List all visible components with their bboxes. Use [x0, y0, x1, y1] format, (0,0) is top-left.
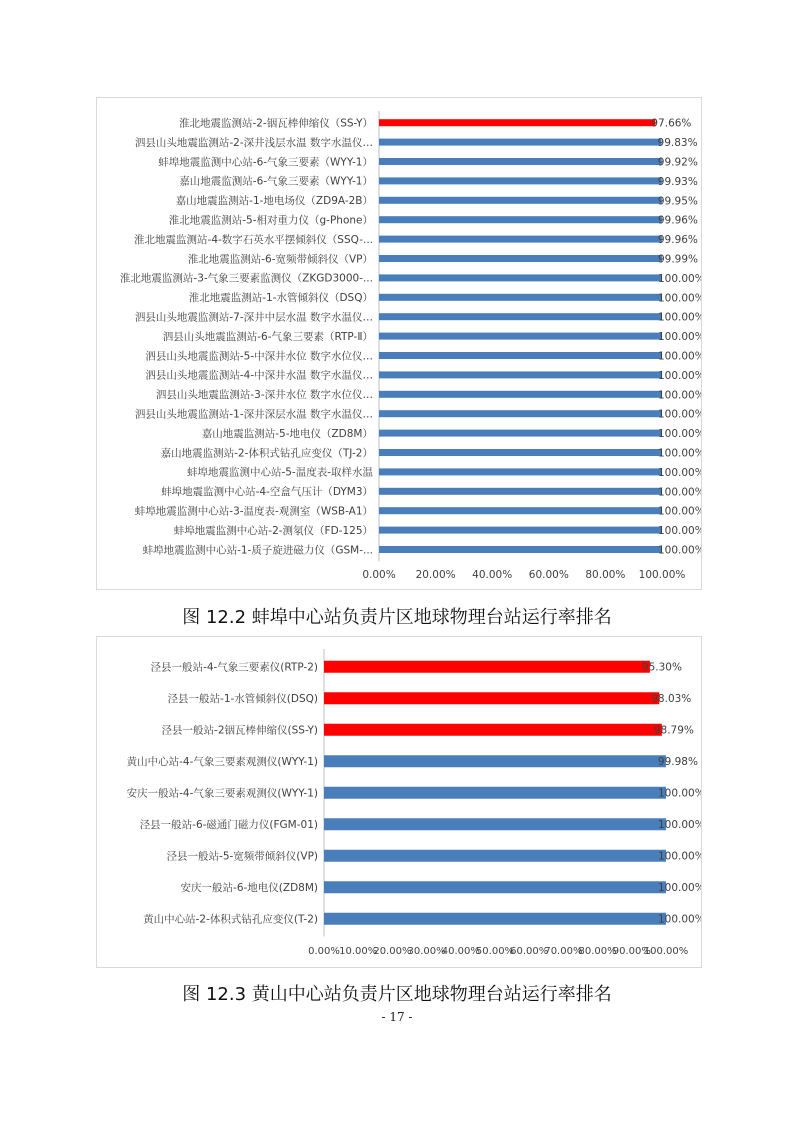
- data-labels: [651, 118, 701, 557]
- data-label: 99.96%: [657, 234, 698, 247]
- chart-1-svg: [97, 98, 701, 589]
- category-label: 泗县山头地震监测站-1-深井深层水温 数字水温仪…: [134, 408, 373, 421]
- bar: [379, 507, 662, 514]
- bar: [379, 177, 662, 184]
- data-label: 100.00%: [658, 369, 701, 382]
- data-label: 99.96%: [657, 214, 698, 227]
- x-tick-label: 100.00%: [643, 946, 689, 957]
- category-label: 泾县一般站-4-气象三要素仪(RTP-2): [150, 661, 318, 674]
- x-tick-label: 10.00%: [339, 946, 378, 957]
- data-label: 100.00%: [658, 428, 701, 441]
- category-label: 蚌埠地震监测中心站-4-空盒气压计（DYM3）: [161, 486, 373, 499]
- category-label: 淮北地震监测站-5-相对重力仪（g-Phone）: [168, 214, 373, 227]
- bar: [379, 197, 662, 204]
- category-label: 泾县一般站-6-磁通门磁力仪(FGM-01): [139, 819, 318, 832]
- data-label: 99.93%: [657, 175, 698, 188]
- bar: [379, 139, 662, 146]
- bar: [379, 236, 662, 243]
- category-label: 淮北地震监测站-1-水管倾斜仪（DSQ）: [188, 292, 373, 305]
- bar: [379, 255, 662, 262]
- category-label: 泾县一般站-2铟瓦棒伸缩仪(SS-Y): [161, 724, 318, 737]
- x-tick-label: 60.00%: [510, 946, 549, 957]
- bar: [379, 391, 662, 398]
- category-label: 嘉山地震监测站-1-地电场仪（ZD9A-2B）: [175, 195, 373, 208]
- category-label: 蚌埠地震监测中心站-5-温度表-取样水温: [186, 466, 373, 479]
- page-number: - 17 -: [381, 1010, 413, 1024]
- data-label: 98.03%: [651, 693, 692, 706]
- bar: [379, 294, 662, 301]
- data-label: 100.00%: [658, 819, 701, 832]
- data-label: 95.30%: [641, 661, 682, 674]
- category-label: 淮北地震监测站-4-数字石英水平摆倾斜仪（SSQ-...: [134, 233, 373, 246]
- bar: [379, 333, 662, 340]
- bar: [379, 313, 662, 320]
- figure-12-2-caption: 图 12.2 蚌埠中心站负责片区地球物理台站运行率排名: [182, 607, 612, 628]
- data-label: 99.83%: [657, 137, 698, 150]
- category-label: 蚌埠地震监测中心站-6-气象三要素（WYY-1）: [158, 156, 373, 169]
- bar: [379, 488, 662, 495]
- chart-2-svg: [97, 637, 701, 967]
- bar: [379, 216, 662, 223]
- data-label: 100.00%: [658, 787, 701, 800]
- category-label: 泗县山头地震监测站-3-深井水位 数字水位仪…: [155, 389, 373, 402]
- x-tick-label: 80.00%: [578, 946, 617, 957]
- category-label: 泗县山头地震监测站-5-中深井水位 数字水位仪…: [145, 350, 373, 363]
- data-label: 100.00%: [658, 544, 701, 557]
- x-tick-label: 60.00%: [528, 569, 569, 581]
- data-label: 100.00%: [658, 850, 701, 863]
- bar: [379, 352, 662, 359]
- category-label: 黄山中心站-4-气象三要素观测仪(WYY-1): [126, 756, 318, 769]
- category-label: 嘉山地震监测站-5-地电仪（ZD8M）: [201, 427, 373, 440]
- bar: [379, 410, 662, 417]
- x-tick-label: 40.00%: [441, 946, 480, 957]
- data-label: 99.92%: [657, 156, 698, 169]
- x-tick-label: 0.00%: [362, 569, 396, 581]
- x-tick-label: 30.00%: [407, 946, 446, 957]
- bar: [324, 850, 666, 862]
- data-label: 99.98%: [657, 756, 698, 769]
- bar: [324, 692, 659, 704]
- bar: [324, 881, 666, 893]
- bar: [379, 546, 662, 553]
- data-label: 100.00%: [658, 292, 701, 305]
- figure-12-3-caption: 图 12.3 黄山中心站负责片区地球物理台站运行率排名: [182, 984, 612, 1005]
- chart-2-frame: [96, 636, 702, 968]
- x-tick-label: 90.00%: [612, 946, 651, 957]
- bar: [379, 371, 662, 378]
- data-label: 100.00%: [658, 311, 701, 324]
- category-label: 蚌埠地震监测中心站-1-质子旋进磁力仪（GSM-...: [142, 544, 373, 557]
- x-tick-label: 0.00%: [308, 946, 340, 957]
- data-label: 100.00%: [658, 350, 701, 363]
- category-axis: [127, 649, 324, 937]
- bar: [324, 913, 666, 925]
- category-label: 泾县一般站-1-水管倾斜仪(DSQ): [167, 693, 318, 706]
- data-label: 99.95%: [657, 195, 698, 208]
- x-tick-label: 80.00%: [585, 569, 626, 581]
- category-label: 黄山中心站-2-体积式钻孔应变仪(T-2): [143, 913, 318, 926]
- data-label: 100.00%: [658, 408, 701, 421]
- x-tick-label: 40.00%: [472, 569, 513, 581]
- category-label: 嘉山地震监测站-6-气象三要素（WYY-1）: [179, 175, 373, 188]
- bar: [324, 755, 666, 767]
- bar: [379, 527, 662, 534]
- value-axis: [308, 946, 688, 957]
- data-label: 100.00%: [658, 882, 701, 895]
- category-label: 安庆一般站-4-气象三要素观测仪(WYY-1): [126, 787, 318, 800]
- data-label: 100.00%: [658, 486, 701, 499]
- data-label: 100.00%: [658, 913, 701, 926]
- data-label: 100.00%: [658, 331, 701, 344]
- category-label: 蚌埠地震监测中心站-2-测氡仪（FD-125）: [173, 524, 373, 537]
- data-label: 98.79%: [653, 724, 694, 737]
- data-label: 100.00%: [658, 447, 701, 460]
- x-tick-label: 20.00%: [373, 946, 412, 957]
- data-label: 99.99%: [657, 253, 699, 266]
- value-axis: [362, 569, 685, 581]
- bar: [324, 787, 666, 799]
- bar: [379, 274, 662, 281]
- category-label: 泗县山头地震监测站-2-深井浅层水温 数字水温仪…: [134, 136, 373, 149]
- category-label: 泗县山头地震监测站-4-中深井水温 数字水温仪…: [145, 369, 373, 382]
- chart-1-frame: [96, 97, 702, 590]
- category-label: 淮北地震监测站-2-铟瓦棒伸缩仪（SS-Y）: [178, 117, 373, 130]
- bar: [379, 430, 662, 437]
- category-axis: [120, 111, 379, 561]
- bar: [379, 158, 662, 165]
- category-label: 淮北地震监测站-6-宽频带倾斜仪（VP）: [187, 253, 373, 266]
- category-label: 嘉山地震监测站-2-体积式钻孔应变仪（TJ-2）: [160, 447, 373, 460]
- x-tick-label: 100.00%: [638, 569, 686, 581]
- data-label: 100.00%: [658, 466, 701, 479]
- category-label: 淮北地震监测站-3-气象三要素监测仪（ZKGD3000-...: [119, 272, 373, 285]
- category-label: 泗县山头地震监测站-7-深井中层水温 数字水温仪…: [134, 311, 373, 324]
- category-label: 泗县山头地震监测站-6-气象三要素（RTP-Ⅱ）: [162, 330, 373, 343]
- data-label: 100.00%: [658, 389, 701, 402]
- bar-series: [324, 661, 666, 925]
- x-tick-label: 50.00%: [475, 946, 515, 957]
- bar: [379, 468, 662, 475]
- x-tick-label: 20.00%: [415, 569, 456, 581]
- bar: [379, 449, 662, 456]
- data-label: 100.00%: [658, 525, 701, 538]
- category-label: 泾县一般站-5-宽频带倾斜仪(VP): [166, 850, 318, 863]
- bar: [324, 818, 666, 830]
- category-label: 蚌埠地震监测中心站-3-温度表-观测室（WSB-A1）: [134, 505, 373, 518]
- bar: [324, 661, 650, 673]
- data-label: 97.66%: [651, 117, 692, 130]
- data-label: 100.00%: [658, 272, 701, 285]
- category-label: 安庆一般站-6-地电仪(ZD8M): [180, 882, 318, 895]
- bar: [379, 119, 655, 126]
- x-tick-label: 70.00%: [544, 946, 583, 957]
- bar-series: [379, 119, 662, 553]
- data-label: 100.00%: [658, 505, 701, 518]
- bar: [324, 724, 662, 736]
